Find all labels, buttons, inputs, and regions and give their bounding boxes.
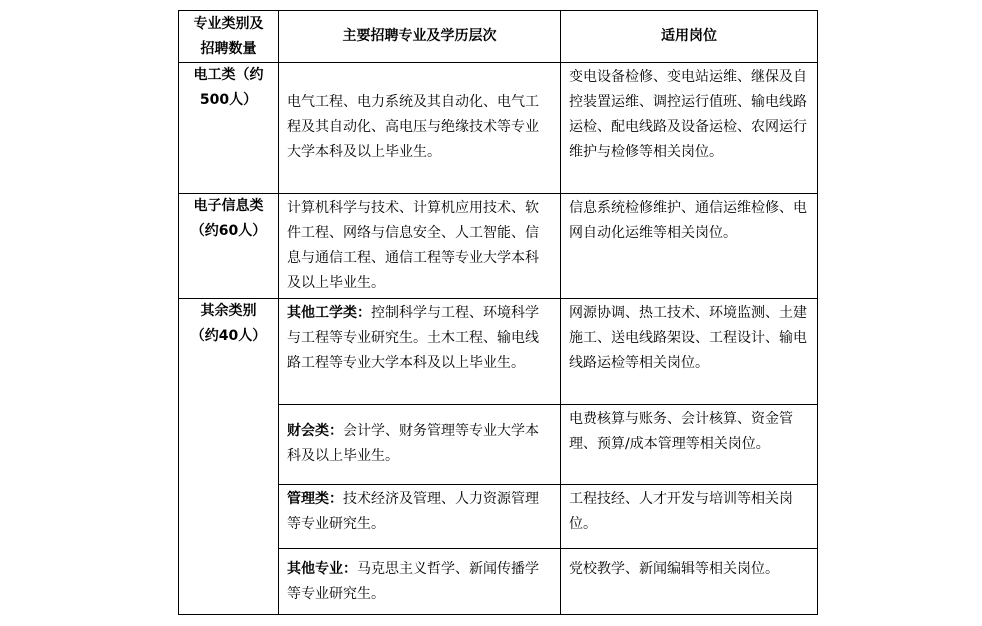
- majors-cell: 电气工程、电力系统及其自动化、电气工程及其自动化、高电压与绝缘技术等专业大学本科及以上毕业生。: [279, 63, 561, 194]
- category-cell: 其余类别（约40人）: [179, 299, 279, 615]
- table-row: [179, 299, 818, 405]
- category-cell: 电子信息类（约60人）: [179, 194, 279, 299]
- subcategory-label: 财会类：: [287, 423, 343, 439]
- majors-text: 技术经济及管理、人力资源管理等专业研究生。: [287, 491, 539, 532]
- table-row: [179, 194, 818, 299]
- majors-text: 会计学、财务管理等专业大学本科及以上毕业生。: [287, 423, 539, 464]
- header-category: 专业类别及招聘数量: [179, 11, 279, 63]
- majors-cell: [279, 405, 561, 485]
- positions-cell: 变电设备检修、变电站运维、继保及自控装置运维、调控运行值班、输电线路运检、配电线路及设备运检、农网运行维护与检修等相关岗位。: [561, 63, 818, 194]
- positions-cell: 信息系统检修维护、通信运维检修、电网自动化运维等相关岗位。: [561, 194, 818, 299]
- majors-text: 马克思主义哲学、新闻传播学等专业研究生。: [287, 561, 539, 602]
- subcategory-label: 其他专业：: [287, 561, 357, 577]
- majors-cell: [279, 485, 561, 549]
- header-positions: 适用岗位: [561, 11, 818, 63]
- majors-cell: [279, 549, 561, 615]
- table-header-row: [179, 11, 818, 63]
- header-majors: 主要招聘专业及学历层次: [279, 11, 561, 63]
- table-row: [179, 63, 818, 194]
- positions-cell: 工程技经、人才开发与培训等相关岗位。: [561, 485, 818, 549]
- positions-cell: 党校教学、新闻编辑等相关岗位。: [561, 549, 818, 615]
- majors-cell: 计算机科学与技术、计算机应用技术、软件工程、网络与信息安全、人工智能、信息与通信工程、通信工程等专业大学本科及以上毕业生。: [279, 194, 561, 299]
- category-cell: 电工类（约500人）: [179, 63, 279, 194]
- positions-cell: 电费核算与账务、会计核算、资金管理、预算/成本管理等相关岗位。: [561, 405, 818, 485]
- subcategory-label: 管理类：: [287, 491, 343, 507]
- recruitment-table: [178, 10, 818, 615]
- majors-cell: [279, 299, 561, 405]
- majors-text: 控制科学与工程、环境科学与工程等专业研究生。土木工程、输电线路工程等专业大学本科及以上毕业生。: [287, 305, 539, 371]
- subcategory-label: 其他工学类：: [287, 305, 371, 321]
- positions-cell: 网源协调、热工技术、环境监测、土建施工、送电线路架设、工程设计、输电线路运检等相关岗位。: [561, 299, 818, 405]
